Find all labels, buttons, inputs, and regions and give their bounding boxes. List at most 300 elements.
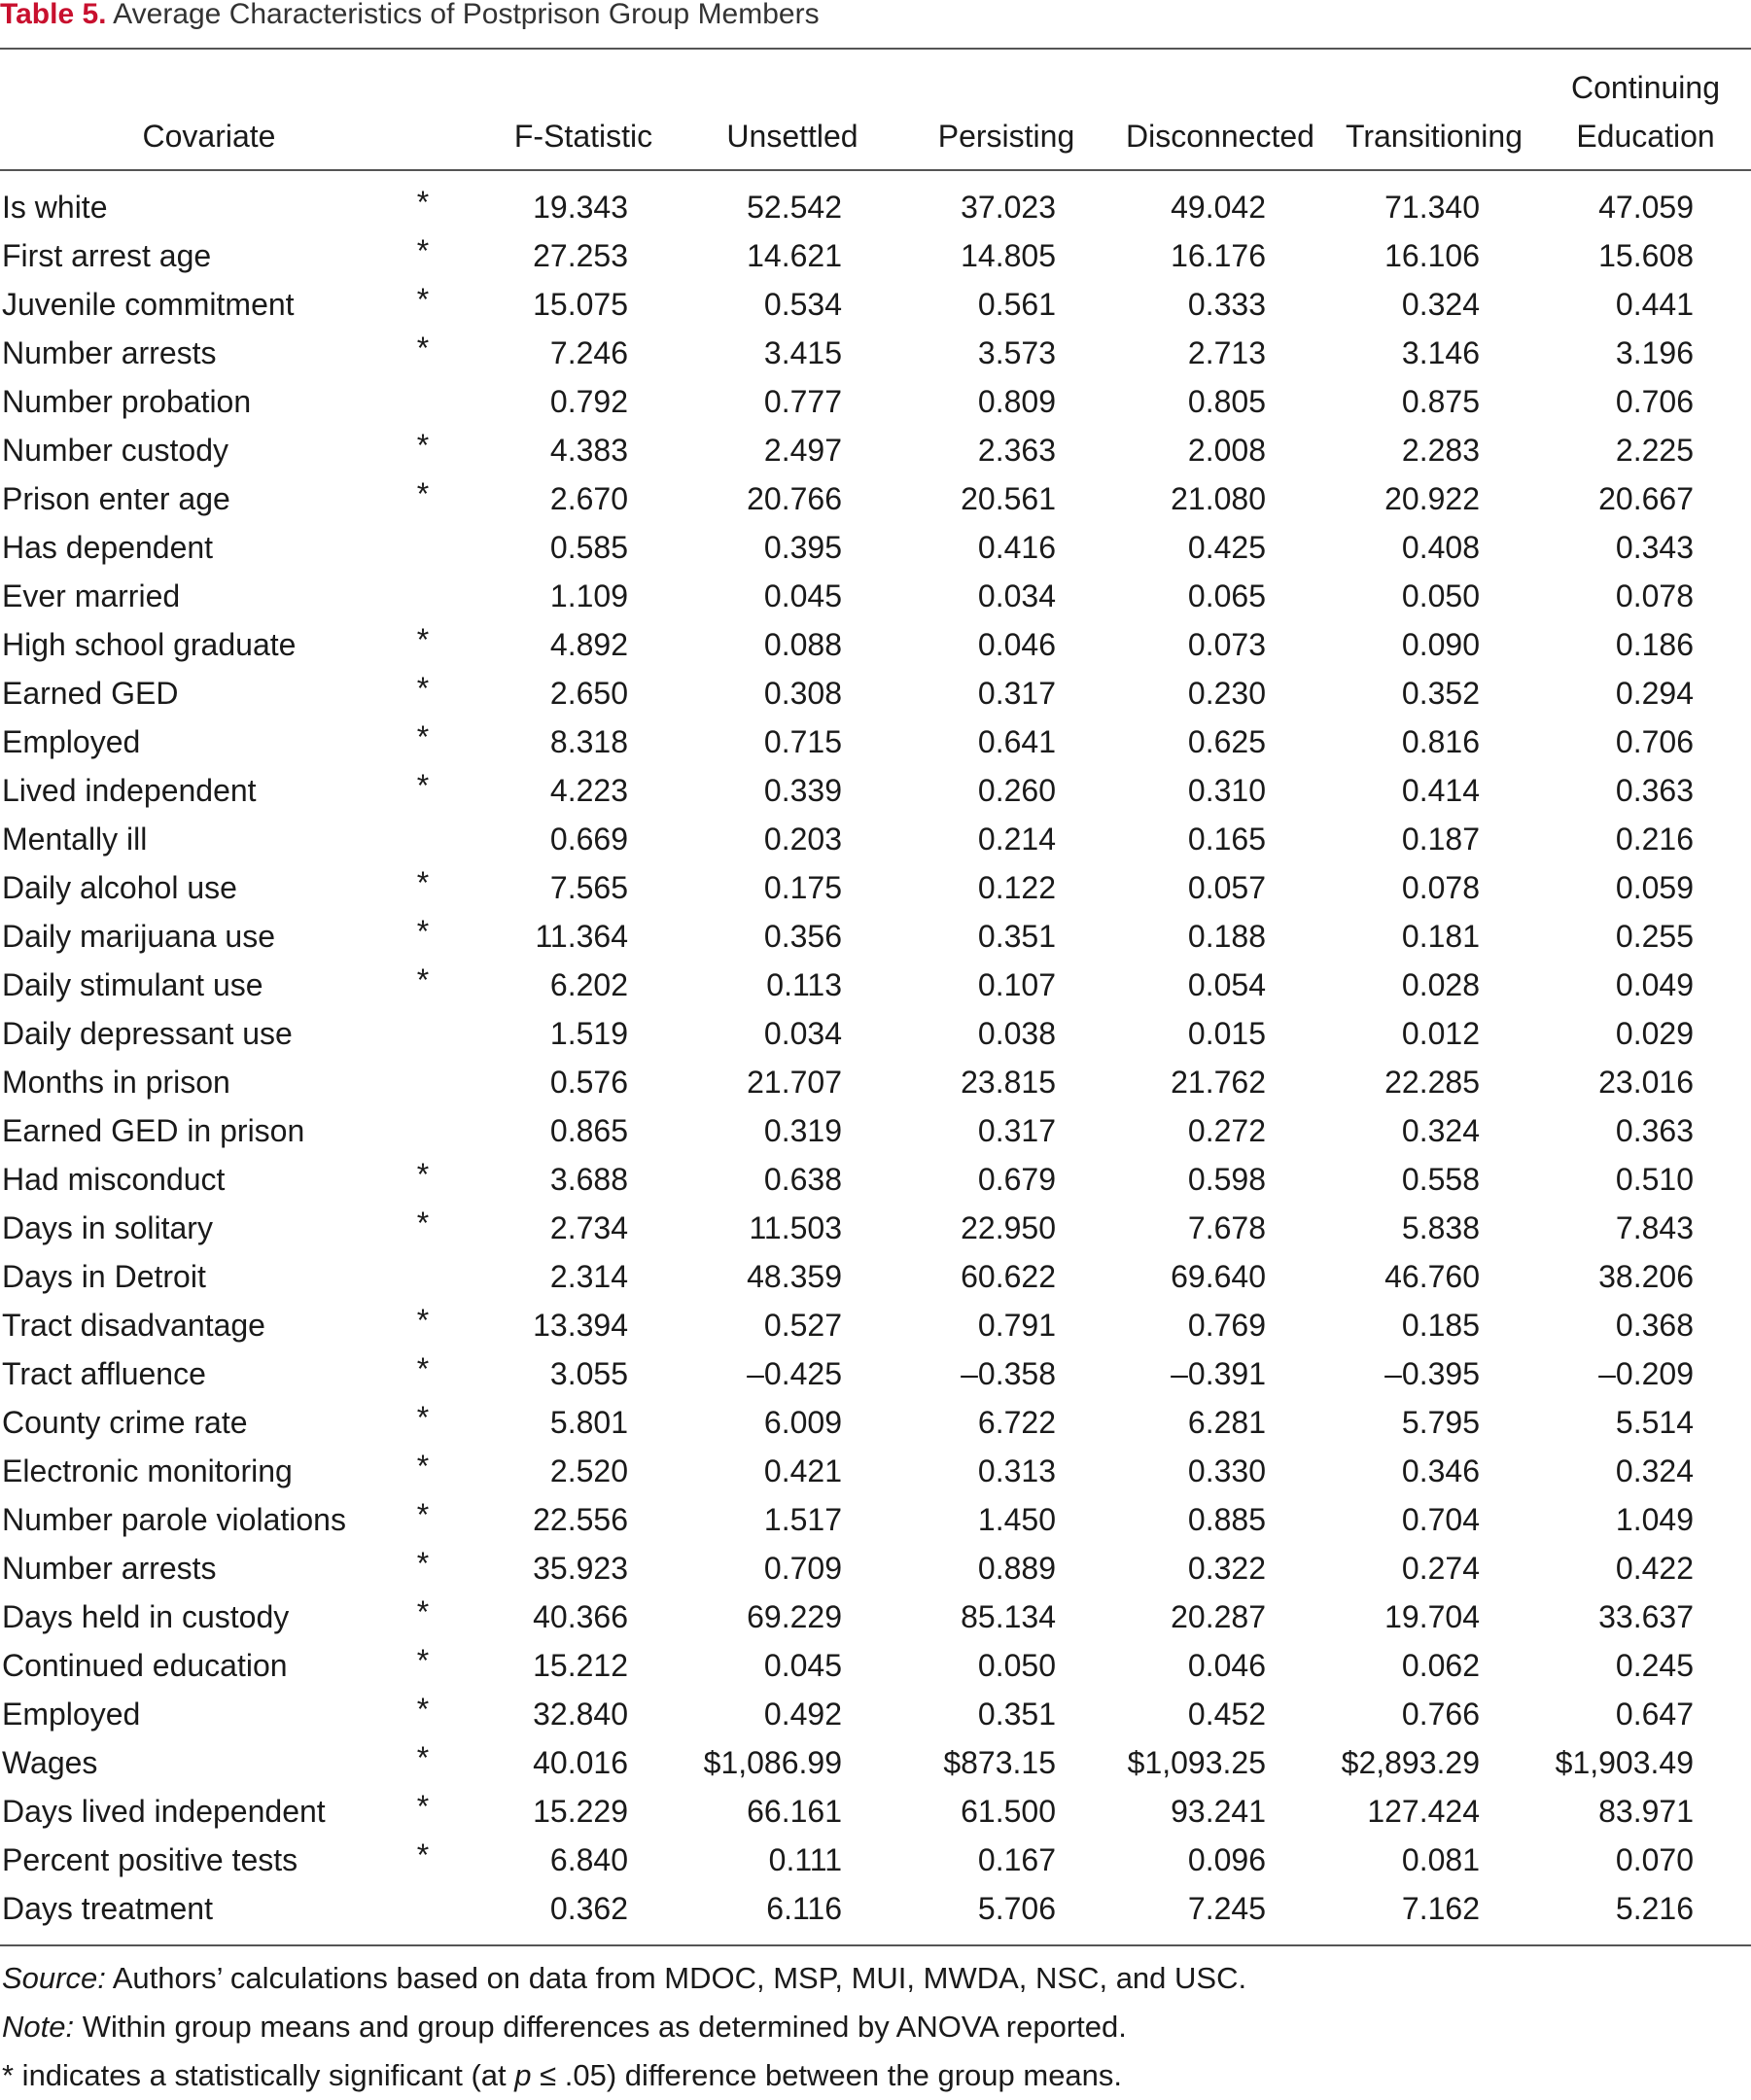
transitioning-cell: 19.704 [1384, 1599, 1480, 1634]
transitioning-cell: 0.346 [1401, 1453, 1480, 1488]
table-row [0, 912, 1751, 961]
transitioning-cell: 22.285 [1384, 1065, 1480, 1100]
transitioning-cell: 0.078 [1401, 870, 1480, 905]
disconnected-cell: 0.805 [1187, 384, 1266, 419]
f-statistic-cell: 6.202 [549, 967, 628, 1002]
table-row [0, 1106, 1751, 1155]
continuing-education-cell: 0.245 [1615, 1648, 1694, 1683]
transitioning-cell: $2,893.29 [1341, 1745, 1480, 1780]
significance-marker: * [416, 768, 430, 803]
continuing-education-cell: –0.209 [1598, 1356, 1694, 1391]
disconnected-cell: 0.885 [1187, 1502, 1266, 1537]
persisting-cell: 0.214 [977, 822, 1056, 857]
continuing-education-cell: 0.363 [1615, 773, 1694, 808]
transitioning-cell: 0.187 [1401, 822, 1480, 857]
unsettled-cell: 0.088 [763, 627, 842, 662]
unsettled-cell: 6.116 [766, 1891, 842, 1926]
continuing-education-cell: 0.078 [1615, 578, 1694, 613]
unsettled-cell: 48.359 [747, 1259, 842, 1294]
f-statistic-cell: 3.688 [549, 1162, 628, 1197]
unsettled-cell: 0.638 [763, 1162, 842, 1197]
f-statistic-cell: 15.212 [533, 1648, 628, 1683]
disconnected-cell: 0.073 [1187, 627, 1266, 662]
transitioning-cell: 5.838 [1401, 1210, 1480, 1245]
disconnected-cell: 0.598 [1187, 1162, 1266, 1197]
transitioning-cell: 127.424 [1367, 1794, 1480, 1829]
significance-marker: * [416, 1838, 430, 1872]
table-row [0, 329, 1751, 377]
covariate-cell: Number custody [2, 433, 228, 468]
f-statistic-cell: 32.840 [533, 1697, 628, 1732]
continuing-education-cell: 0.363 [1615, 1113, 1694, 1148]
significance-marker: * [416, 1157, 430, 1192]
disconnected-cell: 69.640 [1171, 1259, 1266, 1294]
unsettled-cell: 0.175 [763, 870, 842, 905]
f-statistic-cell: 1.519 [549, 1016, 628, 1051]
transitioning-cell: 0.875 [1401, 384, 1480, 419]
disconnected-cell: 6.281 [1187, 1405, 1266, 1440]
transitioning-cell: 0.081 [1401, 1842, 1480, 1877]
table-row [0, 1495, 1751, 1544]
persisting-cell: 3.573 [977, 335, 1056, 370]
f-statistic-cell: 13.394 [533, 1308, 628, 1343]
significance-marker: * [416, 282, 430, 317]
header-unsettled: Unsettled [726, 119, 858, 154]
continuing-education-cell: 33.637 [1598, 1599, 1694, 1634]
covariate-cell: Has dependent [2, 530, 214, 565]
table-body [0, 183, 1751, 1933]
covariate-cell: Earned GED [2, 676, 179, 711]
disconnected-cell: 0.188 [1187, 919, 1266, 954]
f-statistic-cell: 1.109 [549, 578, 628, 613]
table-header [0, 49, 1751, 169]
persisting-cell: 5.706 [977, 1891, 1056, 1926]
header-continuing-line2: Education [1576, 119, 1715, 154]
table-row [0, 1787, 1751, 1836]
continuing-education-cell: 38.206 [1598, 1259, 1694, 1294]
covariate-cell: Prison enter age [2, 481, 230, 516]
significance-marker [408, 572, 438, 620]
covariate-cell: Number probation [2, 384, 252, 419]
covariate-cell: Tract affluence [2, 1356, 206, 1391]
table-row [0, 183, 1751, 231]
table-bottom-rule [0, 1944, 1751, 1946]
significance-marker: * [416, 1206, 430, 1241]
disconnected-cell: 0.057 [1187, 870, 1266, 905]
significance-marker: * [416, 1351, 430, 1386]
significance-marker: * [416, 622, 430, 657]
disconnected-cell: 0.625 [1187, 724, 1266, 759]
note-label: Note: [2, 2010, 75, 2044]
persisting-cell: 0.313 [977, 1453, 1056, 1488]
f-statistic-cell: 0.669 [549, 822, 628, 857]
persisting-cell: 22.950 [961, 1210, 1056, 1245]
table-row [0, 863, 1751, 912]
continuing-education-cell: 0.029 [1615, 1016, 1694, 1051]
disconnected-cell: 0.230 [1187, 676, 1266, 711]
continuing-education-cell: 1.049 [1615, 1502, 1694, 1537]
covariate-cell: Employed [2, 724, 141, 759]
persisting-cell: 0.122 [977, 870, 1056, 905]
disconnected-cell: $1,093.25 [1127, 1745, 1266, 1780]
significance-marker: * [416, 1400, 430, 1435]
covariate-cell: Number arrests [2, 1551, 217, 1586]
f-statistic-cell: 0.865 [549, 1113, 628, 1148]
unsettled-cell: 0.527 [763, 1308, 842, 1343]
covariate-cell: Earned GED in prison [2, 1113, 305, 1148]
significance-marker: * [416, 1740, 430, 1775]
table-title: Average Characteristics of Postprison Group Members [113, 0, 820, 30]
persisting-cell: 0.889 [977, 1551, 1056, 1586]
covariate-cell: Days in solitary [2, 1210, 213, 1245]
unsettled-cell: 1.517 [763, 1502, 842, 1537]
note-text: Within group means and group differences as determined by ANOVA reported. [74, 2010, 1127, 2044]
unsettled-cell: 0.034 [763, 1016, 842, 1051]
transitioning-cell: 0.324 [1401, 287, 1480, 322]
continuing-education-cell: 0.216 [1615, 822, 1694, 857]
unsettled-cell: 21.707 [747, 1065, 842, 1100]
persisting-cell: 0.641 [977, 724, 1056, 759]
transitioning-cell: 71.340 [1384, 190, 1480, 225]
significance-marker: * [416, 1789, 430, 1824]
covariate-cell: Number arrests [2, 335, 217, 370]
table-row [0, 1447, 1751, 1495]
significance-marker [408, 523, 438, 572]
significance-marker [408, 1884, 438, 1933]
table-row [0, 1690, 1751, 1738]
transitioning-cell: 5.795 [1401, 1405, 1480, 1440]
disconnected-cell: 49.042 [1171, 190, 1266, 225]
unsettled-cell: $1,086.99 [703, 1745, 842, 1780]
table-row [0, 572, 1751, 620]
table-row [0, 815, 1751, 863]
persisting-cell: 0.046 [977, 627, 1056, 662]
f-statistic-cell: 22.556 [533, 1502, 628, 1537]
transitioning-cell: 0.324 [1401, 1113, 1480, 1148]
covariate-cell: Daily stimulant use [2, 967, 263, 1002]
unsettled-cell: 69.229 [747, 1599, 842, 1634]
table-row [0, 523, 1751, 572]
covariate-cell: Days held in custody [2, 1599, 290, 1634]
header-f-statistic: F-Statistic [513, 119, 653, 154]
disconnected-cell: 0.310 [1187, 773, 1266, 808]
f-statistic-cell: 2.734 [549, 1210, 628, 1245]
continuing-education-cell: 47.059 [1598, 190, 1694, 225]
covariate-cell: Days treatment [2, 1891, 213, 1926]
disconnected-cell: 0.165 [1187, 822, 1266, 857]
significance-marker: * [416, 233, 430, 268]
table-row [0, 620, 1751, 669]
persisting-cell: 20.561 [961, 481, 1056, 516]
f-statistic-cell: 4.383 [549, 433, 628, 468]
persisting-cell: 14.805 [961, 238, 1056, 273]
table-row [0, 1641, 1751, 1690]
unsettled-cell: 11.503 [749, 1210, 842, 1245]
covariate-cell: Lived independent [2, 773, 257, 808]
continuing-education-cell: 83.971 [1598, 1794, 1694, 1829]
header-persisting: Persisting [937, 119, 1075, 154]
f-statistic-cell: 6.840 [549, 1842, 628, 1877]
transitioning-cell: 0.090 [1401, 627, 1480, 662]
continuing-education-cell: 0.343 [1615, 530, 1694, 565]
significance-marker [408, 1058, 438, 1106]
unsettled-cell: 0.045 [763, 578, 842, 613]
persisting-cell: $873.15 [943, 1745, 1056, 1780]
persisting-cell: 0.317 [977, 676, 1056, 711]
covariate-cell: Mentally ill [2, 822, 148, 857]
unsettled-cell: 0.111 [768, 1842, 842, 1877]
unsettled-cell: 14.621 [747, 238, 842, 273]
continuing-education-cell: 0.368 [1615, 1308, 1694, 1343]
table-row [0, 669, 1751, 718]
table-row [0, 718, 1751, 766]
significance-marker: * [416, 1643, 430, 1678]
covariate-cell: Daily alcohol use [2, 870, 237, 905]
unsettled-cell: 52.542 [747, 190, 842, 225]
persisting-cell: 61.500 [961, 1794, 1056, 1829]
continuing-education-cell: 2.225 [1615, 433, 1694, 468]
unsettled-cell: 0.534 [763, 287, 842, 322]
table-row [0, 280, 1751, 329]
unsettled-cell: 6.009 [763, 1405, 842, 1440]
header-continuing-education [1546, 63, 1745, 160]
continuing-education-cell: 7.843 [1615, 1210, 1694, 1245]
table-row [0, 1009, 1751, 1058]
transitioning-cell: 2.283 [1401, 433, 1480, 468]
table-number: Table 5. [0, 0, 107, 30]
disconnected-cell: –0.391 [1171, 1356, 1266, 1391]
f-statistic-cell: 7.565 [549, 870, 628, 905]
disconnected-cell: 7.678 [1187, 1210, 1266, 1245]
disconnected-cell: 93.241 [1171, 1794, 1266, 1829]
transitioning-cell: 20.922 [1384, 481, 1480, 516]
transitioning-cell: 0.050 [1401, 578, 1480, 613]
persisting-cell: 0.809 [977, 384, 1056, 419]
covariate-cell: High school graduate [2, 627, 297, 662]
covariate-cell: County crime rate [2, 1405, 248, 1440]
covariate-cell: Juvenile commitment [2, 287, 295, 322]
table-row [0, 961, 1751, 1009]
significance-marker [408, 1252, 438, 1301]
disconnected-cell: 0.046 [1187, 1648, 1266, 1683]
unsettled-cell: 0.492 [763, 1697, 842, 1732]
transitioning-cell: 0.062 [1401, 1648, 1480, 1683]
transitioning-cell: 0.816 [1401, 724, 1480, 759]
unsettled-cell: 0.777 [763, 384, 842, 419]
table-row [0, 426, 1751, 474]
f-statistic-cell: 4.892 [549, 627, 628, 662]
continuing-education-cell: 5.514 [1615, 1405, 1694, 1440]
header-continuing-line1: Continuing [1571, 70, 1720, 105]
table-row [0, 1349, 1751, 1398]
significance-marker: * [416, 1692, 430, 1727]
significance-marker: * [416, 962, 430, 998]
persisting-cell: 0.038 [977, 1016, 1056, 1051]
disconnected-cell: 2.008 [1187, 433, 1266, 468]
continuing-education-cell: 0.255 [1615, 919, 1694, 954]
significance-marker [408, 815, 438, 863]
continuing-education-cell: 0.324 [1615, 1453, 1694, 1488]
continuing-education-cell: 0.441 [1615, 287, 1694, 322]
disconnected-cell: 0.065 [1187, 578, 1266, 613]
table-row [0, 1058, 1751, 1106]
unsettled-cell: 0.308 [763, 676, 842, 711]
continuing-education-cell: $1,903.49 [1555, 1745, 1694, 1780]
table-row [0, 1301, 1751, 1349]
transitioning-cell: 46.760 [1384, 1259, 1480, 1294]
significance-marker: * [416, 428, 430, 463]
f-statistic-cell: 8.318 [549, 724, 628, 759]
persisting-cell: 85.134 [961, 1599, 1056, 1634]
continuing-education-cell: 23.016 [1598, 1065, 1694, 1100]
continuing-education-cell: 15.608 [1598, 238, 1694, 273]
table-caption [0, 0, 820, 29]
persisting-cell: 0.317 [977, 1113, 1056, 1148]
significance-marker [408, 377, 438, 426]
f-statistic-cell: 0.576 [549, 1065, 628, 1100]
table-header-rule [0, 169, 1751, 171]
significance-marker: * [416, 476, 430, 511]
f-statistic-cell: 0.792 [549, 384, 628, 419]
continuing-education-cell: 0.706 [1615, 384, 1694, 419]
unsettled-cell: 0.421 [763, 1453, 842, 1488]
disconnected-cell: 21.762 [1171, 1065, 1266, 1100]
f-statistic-cell: 15.075 [533, 287, 628, 322]
persisting-cell: 0.167 [977, 1842, 1056, 1877]
transitioning-cell: 0.414 [1401, 773, 1480, 808]
f-statistic-cell: 5.801 [549, 1405, 628, 1440]
f-statistic-cell: 40.366 [533, 1599, 628, 1634]
f-statistic-cell: 2.520 [549, 1453, 628, 1488]
sig-p: p [514, 2058, 532, 2092]
significance-marker: * [416, 865, 430, 900]
source-text: Authors’ calculations based on data from MDOC, MSP, MUI, MWDA, NSC, and USC. [105, 1961, 1247, 1995]
disconnected-cell: 2.713 [1187, 335, 1266, 370]
significance-marker: * [416, 331, 430, 366]
table-row [0, 231, 1751, 280]
f-statistic-cell: 27.253 [533, 238, 628, 273]
covariate-cell: Months in prison [2, 1065, 230, 1100]
unsettled-cell: 2.497 [763, 433, 842, 468]
unsettled-cell: 0.709 [763, 1551, 842, 1586]
source-note [0, 1954, 1751, 2003]
persisting-cell: 0.050 [977, 1648, 1056, 1683]
transitioning-cell: 16.106 [1384, 238, 1480, 273]
unsettled-cell: 20.766 [747, 481, 842, 516]
significance-note [0, 2051, 1751, 2100]
table-row [0, 474, 1751, 523]
transitioning-cell: –0.395 [1384, 1356, 1480, 1391]
table-row [0, 766, 1751, 815]
unsettled-cell: 0.319 [763, 1113, 842, 1148]
disconnected-cell: 7.245 [1187, 1891, 1266, 1926]
f-statistic-cell: 2.314 [549, 1259, 628, 1294]
covariate-cell: Had misconduct [2, 1162, 226, 1197]
source-label: Source: [2, 1961, 106, 1995]
disconnected-cell: 16.176 [1171, 238, 1266, 273]
transitioning-cell: 0.181 [1401, 919, 1480, 954]
transitioning-cell: 0.012 [1401, 1016, 1480, 1051]
continuing-education-cell: 0.186 [1615, 627, 1694, 662]
persisting-cell: 0.351 [977, 919, 1056, 954]
significance-marker: * [416, 185, 430, 220]
transitioning-cell: 0.185 [1401, 1308, 1480, 1343]
significance-marker: * [416, 1497, 430, 1532]
persisting-cell: 6.722 [977, 1405, 1056, 1440]
covariate-cell: Tract disadvantage [2, 1308, 265, 1343]
significance-marker: * [416, 1594, 430, 1629]
persisting-cell: 0.561 [977, 287, 1056, 322]
persisting-cell: 2.363 [977, 433, 1056, 468]
unsettled-cell: 3.415 [763, 335, 842, 370]
significance-marker: * [416, 719, 430, 754]
persisting-cell: 1.450 [977, 1502, 1056, 1537]
f-statistic-cell: 0.585 [549, 530, 628, 565]
unsettled-cell: 0.715 [763, 724, 842, 759]
disconnected-cell: 0.272 [1187, 1113, 1266, 1148]
unsettled-cell: 0.045 [763, 1648, 842, 1683]
f-statistic-cell: 4.223 [549, 773, 628, 808]
significance-marker: * [416, 1546, 430, 1581]
covariate-cell: Daily marijuana use [2, 919, 276, 954]
significance-marker [408, 1106, 438, 1155]
disconnected-cell: 0.425 [1187, 530, 1266, 565]
transitioning-cell: 0.704 [1401, 1502, 1480, 1537]
covariate-cell: Daily depressant use [2, 1016, 293, 1051]
persisting-cell: 37.023 [961, 190, 1056, 225]
continuing-education-cell: 0.294 [1615, 676, 1694, 711]
persisting-cell: 0.260 [977, 773, 1056, 808]
method-note [0, 2003, 1751, 2051]
persisting-cell: 0.679 [977, 1162, 1056, 1197]
transitioning-cell: 3.146 [1401, 335, 1480, 370]
significance-marker [408, 1009, 438, 1058]
persisting-cell: 23.815 [961, 1065, 1056, 1100]
table-row [0, 1398, 1751, 1447]
continuing-education-cell: 5.216 [1615, 1891, 1694, 1926]
f-statistic-cell: 2.670 [549, 481, 628, 516]
table-row [0, 1204, 1751, 1252]
header-covariate: Covariate [142, 119, 276, 154]
table-row [0, 1155, 1751, 1204]
significance-marker: * [416, 914, 430, 949]
covariate-cell: Days lived independent [2, 1794, 326, 1829]
continuing-education-cell: 0.059 [1615, 870, 1694, 905]
f-statistic-cell: 35.923 [533, 1551, 628, 1586]
disconnected-cell: 21.080 [1171, 481, 1266, 516]
transitioning-cell: 0.028 [1401, 967, 1480, 1002]
covariate-cell: Is white [2, 190, 108, 225]
disconnected-cell: 0.452 [1187, 1697, 1266, 1732]
covariate-cell: Wages [2, 1745, 98, 1780]
continuing-education-cell: 0.049 [1615, 967, 1694, 1002]
covariate-cell: Electronic monitoring [2, 1453, 293, 1488]
covariate-cell: Ever married [2, 578, 181, 613]
disconnected-cell: 0.769 [1187, 1308, 1266, 1343]
disconnected-cell: 0.330 [1187, 1453, 1266, 1488]
unsettled-cell: 0.339 [763, 773, 842, 808]
disconnected-cell: 0.322 [1187, 1551, 1266, 1586]
unsettled-cell: 66.161 [747, 1794, 842, 1829]
f-statistic-cell: 0.362 [549, 1891, 628, 1926]
header-disconnected: Disconnected [1126, 119, 1314, 154]
continuing-education-cell: 0.510 [1615, 1162, 1694, 1197]
covariate-cell: Days in Detroit [2, 1259, 206, 1294]
persisting-cell: 0.791 [977, 1308, 1056, 1343]
significance-marker: * [416, 1449, 430, 1484]
unsettled-cell: 0.356 [763, 919, 842, 954]
unsettled-cell: 0.203 [763, 822, 842, 857]
